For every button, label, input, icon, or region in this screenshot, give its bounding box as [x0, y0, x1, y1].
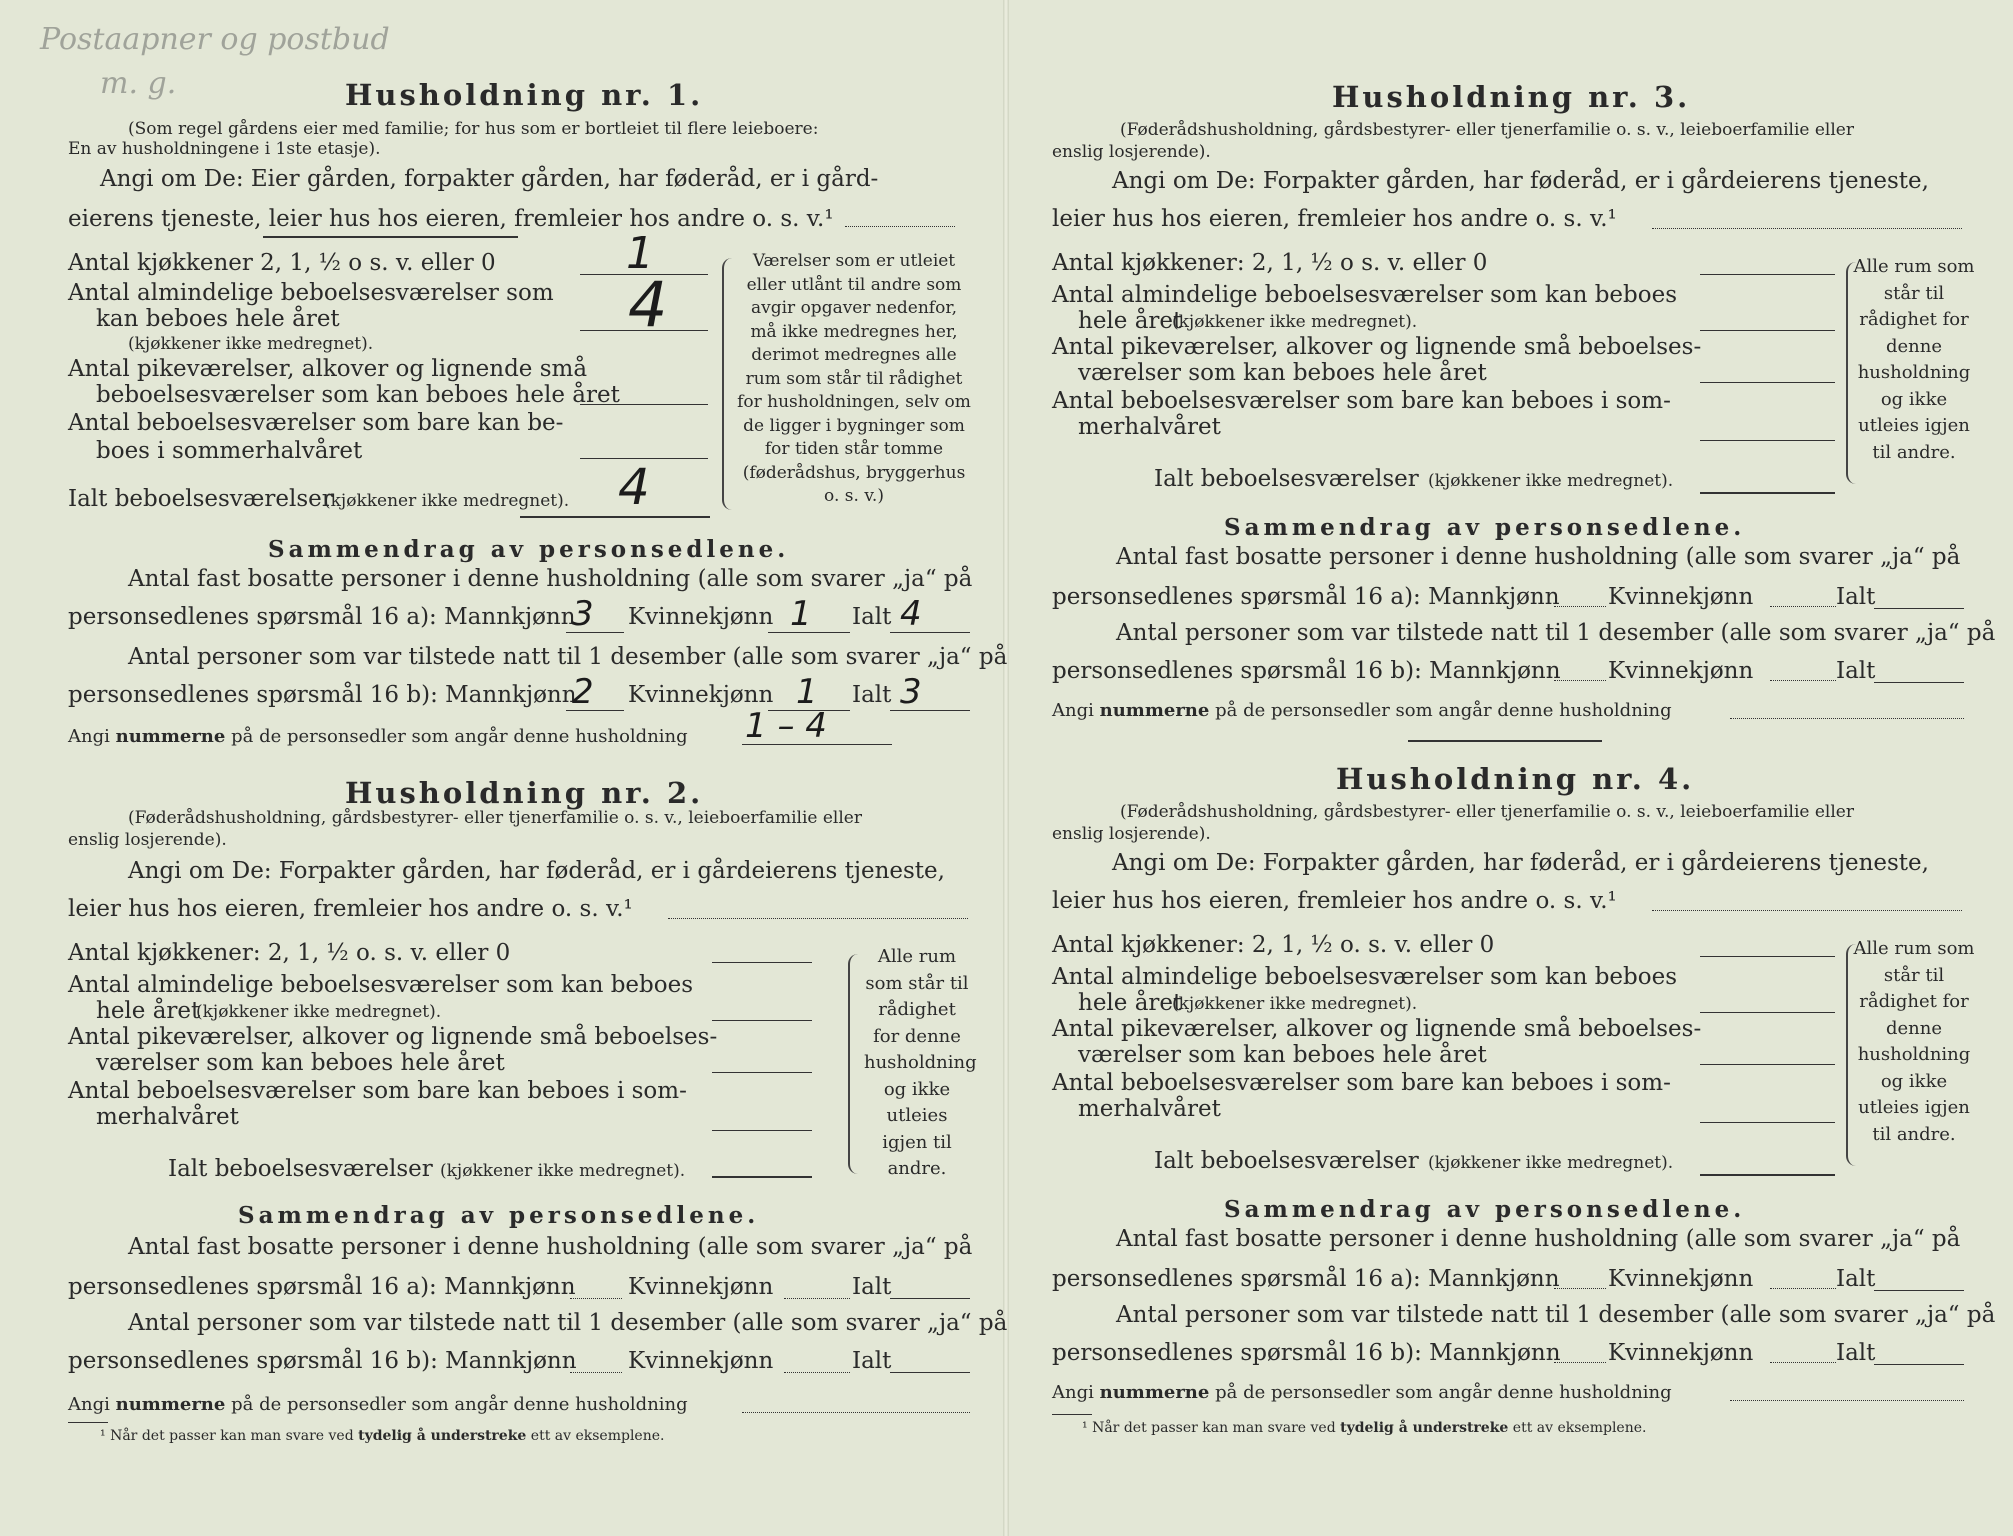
h3-title: Husholdning nr. 3. [1332, 80, 1691, 114]
h1-present-male-value: 2 [572, 672, 594, 712]
h4-side-note: Alle rum som står til rådighet for denne husholdning og ikke utleies igjen til andre. [1853, 938, 1975, 1145]
h3-numbers-post: på de personsedler som angår denne husholdning [1215, 700, 1672, 721]
right-page [1010, 0, 2013, 1536]
h2-present-total-line [890, 1372, 970, 1373]
h1-resident-total-label: Ialt [852, 604, 892, 630]
h2-note-line2: enslig losjerende). [68, 830, 227, 850]
footnote-right-pre: Når det passer kan man svare ved [1092, 1420, 1336, 1436]
h1-numbers-label [68, 726, 688, 747]
h3-kitchens-label: Antal kjøkkener: 2, 1, ½ o s. v. eller 0 [1052, 250, 1488, 276]
h3-summary-title: Sammendrag av personsedlene. [1224, 514, 1746, 541]
footnote-left [100, 1428, 664, 1444]
h2-kitchens-label: Antal kjøkkener: 2, 1, ½ o. s. v. eller 0 [68, 940, 511, 966]
h1-numbers-bold: nummerne [115, 726, 226, 747]
h3-note-line2: enslig losjerende). [1052, 142, 1211, 162]
h3-note-line1: (Føderådshusholdning, gårdsbestyrer- eller tjenerfamilie o. s. v., leieboerfamilie eller [1120, 120, 1854, 140]
h1-title: Husholdning nr. 1. [345, 78, 704, 112]
h1-maid-rooms-label-1: Antal pikeværelser, alkover og lignende små [68, 356, 588, 382]
h2-present-male-line [570, 1372, 622, 1373]
h4-present-line1: Antal personer som var tilstede natt til 1 desember (alle som svarer „ja“ på [1116, 1302, 1996, 1328]
section-divider [1408, 740, 1602, 742]
footnote-left-mark: ¹ [100, 1428, 106, 1444]
h1-note-line2: En av husholdningene i 1ste etasje). [68, 139, 381, 159]
h1-resident-total-line [890, 632, 970, 633]
h1-present-total-value: 3 [900, 672, 922, 712]
h4-summer-rooms-label-1: Antal beboelsesværelser som bare kan beboes i som- [1052, 1070, 1671, 1096]
footnote-right-bold: tydelig å understreke [1340, 1420, 1509, 1436]
h2-resident-line2: personsedlenes spørsmål 16 a): Mannkjønn [68, 1274, 576, 1300]
h2-resident-female-line [784, 1298, 850, 1299]
h2-summer-rooms-line [712, 1130, 812, 1131]
h4-present-total-label: Ialt [1836, 1340, 1876, 1366]
h3-angi-dots [1652, 228, 1962, 229]
h2-resident-female-label: Kvinnekjønn [628, 1274, 774, 1300]
h3-resident-line1: Antal fast bosatte personer i denne husholdning (alle som svarer „ja“ på [1116, 544, 1961, 570]
h1-maid-rooms-label-2: beboelsesværelser som kan beboes hele året [96, 382, 620, 408]
h1-angi-line1: Angi om De: Eier gården, forpakter gården, har føderåd, er i gård- [100, 166, 879, 192]
h2-note-line1: (Føderådshusholdning, gårdsbestyrer- eller tjenerfamilie o. s. v., leieboerfamilie eller [128, 808, 862, 828]
h1-resident-line1: Antal fast bosatte personer i denne husholdning (alle som svarer „ja“ på [128, 566, 973, 592]
h3-present-female-line [1770, 680, 1836, 681]
h1-resident-line2: personsedlenes spørsmål 16 a): Mannkjønn [68, 604, 576, 630]
h3-resident-line2: personsedlenes spørsmål 16 a): Mannkjønn [1052, 584, 1560, 610]
h4-present-female-line [1770, 1362, 1836, 1363]
h1-summer-rooms-label-1: Antal beboelsesværelser som bare kan be- [68, 410, 564, 436]
h3-resident-total-line [1874, 608, 1964, 609]
h1-side-note: Værelser som er utleiet eller utlånt til andre som avgir opgaver nedenfor, må ikke medregnes her, derimot medregnes alle rum som står til rådighet for husholdningen, selv om de ligger i bygninger som for tiden står tomme (føderådshus, bryggerhus o. s. v.) [737, 251, 971, 506]
h1-rooms-line [580, 330, 708, 331]
h2-summer-rooms-label-1: Antal beboelsesværelser som bare kan beboes i som- [68, 1078, 687, 1104]
h4-present-female-label: Kvinnekjønn [1608, 1340, 1754, 1366]
h2-rooms-line [712, 1020, 812, 1021]
h1-angi-line2: eierens tjeneste, leier hus hos eieren, fremleier hos andre o. s. v.¹ [68, 206, 834, 232]
h3-kitchens-line [1700, 274, 1835, 275]
h4-numbers-line [1730, 1400, 1964, 1401]
h2-total-note: (kjøkkener ikke medregnet). [440, 1161, 686, 1181]
h3-present-total-line [1874, 682, 1964, 683]
h3-resident-female-line [1770, 606, 1836, 607]
h3-angi-line1: Angi om De: Forpakter gården, har føderåd, er i gårdeierens tjeneste, [1112, 168, 1929, 194]
h4-angi-line2: leier hus hos eieren, fremleier hos andre o. s. v.¹ [1052, 888, 1617, 914]
h1-total-value: 4 [618, 458, 650, 516]
footnote-right-mark: ¹ [1082, 1420, 1088, 1436]
h2-total-line [712, 1176, 812, 1178]
h1-resident-male-line [566, 632, 624, 633]
h2-kitchens-line [712, 962, 812, 963]
h3-rooms-label-1: Antal almindelige beboelsesværelser som kan beboes [1052, 282, 1678, 308]
h3-numbers-label [1052, 700, 1672, 721]
footnote-left-pre: Når det passer kan man svare ved [110, 1428, 354, 1444]
h2-side-note: Alle rum som står til rådighet for denne husholdning og ikke utleies igjen til andre. [864, 946, 977, 1179]
h4-total-note: (kjøkkener ikke medregnet). [1428, 1153, 1674, 1173]
h1-present-total-line [890, 710, 970, 711]
h4-resident-female-line [1770, 1288, 1836, 1289]
h3-rooms-label-3: (kjøkkener ikke medregnet). [1172, 312, 1418, 332]
h2-present-female-line [784, 1372, 850, 1373]
h1-numbers-line [742, 744, 892, 745]
h3-resident-total-label: Ialt [1836, 584, 1876, 610]
h2-numbers-post: på de personsedler som angår denne husholdning [231, 1394, 688, 1415]
h4-numbers-label [1052, 1382, 1672, 1403]
h1-present-male-line [566, 710, 624, 711]
h1-kitchens-value: 1 [626, 228, 654, 279]
h1-present-total-label: Ialt [852, 682, 892, 708]
h3-total-label: Ialt beboelsesværelser [1154, 466, 1419, 492]
footnote-rule-left [68, 1422, 108, 1423]
h2-title: Husholdning nr. 2. [345, 776, 704, 810]
h2-summer-rooms-label-2: merhalvåret [96, 1104, 239, 1130]
h3-present-total-label: Ialt [1836, 658, 1876, 684]
h1-rooms-label-3: (kjøkkener ikke medregnet). [128, 334, 374, 354]
h2-side-brace [848, 954, 860, 1174]
h4-present-total-line [1874, 1364, 1964, 1365]
h3-maid-rooms-line [1700, 382, 1835, 383]
footnote-left-bold: tydelig å understreke [358, 1428, 527, 1444]
h3-angi-line2: leier hus hos eieren, fremleier hos andre o. s. v.¹ [1052, 206, 1617, 232]
h1-resident-female-label: Kvinnekjønn [628, 604, 774, 630]
h1-resident-male-value: 3 [572, 594, 594, 634]
h1-summary-title: Sammendrag av personsedlene. [268, 536, 790, 563]
h4-maid-rooms-label-1: Antal pikeværelser, alkover og lignende små beboelses- [1052, 1016, 1702, 1042]
h2-numbers-bold: nummerne [115, 1394, 226, 1415]
h3-present-male-line [1554, 680, 1606, 681]
h3-rooms-line [1700, 330, 1835, 331]
h4-resident-line2: personsedlenes spørsmål 16 a): Mannkjønn [1052, 1266, 1560, 1292]
h1-rooms-label-2: kan beboes hele året [96, 306, 340, 332]
h4-resident-male-line [1554, 1288, 1606, 1289]
h4-kitchens-label: Antal kjøkkener: 2, 1, ½ o. s. v. eller 0 [1052, 932, 1495, 958]
h1-numbers-post: på de personsedler som angår denne husholdning [231, 726, 688, 747]
h1-maid-rooms-line [580, 404, 708, 405]
h2-rooms-label-1: Antal almindelige beboelsesværelser som kan beboes [68, 972, 694, 998]
h3-total-note: (kjøkkener ikke medregnet). [1428, 471, 1674, 491]
h3-maid-rooms-label-2: værelser som kan beboes hele året [1078, 360, 1487, 386]
h3-numbers-bold: nummerne [1099, 700, 1210, 721]
h1-angi-dots [845, 226, 955, 227]
h3-numbers-pre: Angi [1052, 700, 1094, 721]
h2-numbers-line [742, 1412, 970, 1413]
h2-total-label: Ialt beboelsesværelser [168, 1156, 433, 1182]
h4-maid-rooms-label-2: værelser som kan beboes hele året [1078, 1042, 1487, 1068]
h2-maid-rooms-label-1: Antal pikeværelser, alkover og lignende små beboelses- [68, 1024, 718, 1050]
h2-resident-total-label: Ialt [852, 1274, 892, 1300]
footnote-left-post: ett av eksemplene. [530, 1428, 665, 1444]
h3-summer-rooms-label-2: merhalvåret [1078, 414, 1221, 440]
h3-present-line1: Antal personer som var tilstede natt til 1 desember (alle som svarer „ja“ på [1116, 620, 1996, 646]
h2-maid-rooms-line [712, 1072, 812, 1073]
h1-underline-answer [263, 236, 518, 238]
h2-resident-male-line [570, 1298, 622, 1299]
h1-total-line [520, 516, 710, 518]
h1-kitchens-label: Antal kjøkkener 2, 1, ½ o s. v. eller 0 [68, 250, 496, 276]
h4-summer-rooms-line [1700, 1122, 1835, 1123]
h2-present-female-label: Kvinnekjønn [628, 1348, 774, 1374]
h4-resident-total-line [1874, 1290, 1964, 1291]
h4-rooms-label-2: hele året [1078, 990, 1183, 1016]
h4-summary-title: Sammendrag av personsedlene. [1224, 1196, 1746, 1223]
h4-present-line2: personsedlenes spørsmål 16 b): Mannkjønn [1052, 1340, 1561, 1366]
h1-rooms-value: 4 [628, 268, 668, 341]
h2-numbers-label [68, 1394, 688, 1415]
h2-angi-line2: leier hus hos eieren, fremleier hos andre o. s. v.¹ [68, 896, 633, 922]
h2-rooms-label-2: hele året [96, 998, 201, 1024]
pencil-annotation-2: m. g. [100, 66, 177, 101]
h1-rooms-label-1: Antal almindelige beboelsesværelser som [68, 280, 554, 306]
h2-angi-line1: Angi om De: Forpakter gården, har føderåd, er i gårdeierens tjeneste, [128, 858, 945, 884]
h2-resident-total-line [890, 1298, 970, 1299]
h1-resident-total-value: 4 [900, 594, 922, 634]
h4-note-line1: (Føderådshusholdning, gårdsbestyrer- eller tjenerfamilie o. s. v., leieboerfamilie eller [1120, 802, 1854, 822]
h4-angi-dots [1652, 910, 1962, 911]
h4-rooms-label-1: Antal almindelige beboelsesværelser som kan beboes [1052, 964, 1678, 990]
h3-rooms-label-2: hele året [1078, 308, 1183, 334]
h4-title: Husholdning nr. 4. [1336, 762, 1695, 796]
h3-present-female-label: Kvinnekjønn [1608, 658, 1754, 684]
h4-numbers-pre: Angi [1052, 1382, 1094, 1403]
h4-total-line [1700, 1174, 1835, 1176]
h3-summer-rooms-line [1700, 440, 1835, 441]
h1-note-line1: (Som regel gårdens eier med familie; for hus som er bortleiet til flere leieboere: [128, 119, 819, 139]
h3-total-line [1700, 492, 1835, 494]
h2-rooms-label-3: (kjøkkener ikke medregnet). [196, 1002, 442, 1022]
h4-rooms-line [1700, 1012, 1835, 1013]
h2-resident-line1: Antal fast bosatte personer i denne husholdning (alle som svarer „ja“ på [128, 1234, 973, 1260]
h4-kitchens-line [1700, 956, 1835, 957]
pencil-annotation-1: Postaapner og postbud [40, 22, 390, 57]
h2-present-total-label: Ialt [852, 1348, 892, 1374]
h1-side-brace [722, 258, 734, 510]
h1-numbers-pre: Angi [68, 726, 110, 747]
h3-present-line2: personsedlenes spørsmål 16 b): Mannkjønn [1052, 658, 1561, 684]
footnote-right [1082, 1420, 1646, 1436]
h2-angi-dots [668, 918, 968, 919]
footnote-rule-right [1052, 1414, 1092, 1415]
h4-resident-line1: Antal fast bosatte personer i denne husholdning (alle som svarer „ja“ på [1116, 1226, 1961, 1252]
h2-numbers-pre: Angi [68, 1394, 110, 1415]
h4-maid-rooms-line [1700, 1064, 1835, 1065]
h4-summer-rooms-label-2: merhalvåret [1078, 1096, 1221, 1122]
h4-resident-female-label: Kvinnekjønn [1608, 1266, 1754, 1292]
h1-present-line1: Antal personer som var tilstede natt til 1 desember (alle som svarer „ja“ på [128, 644, 1008, 670]
h4-present-male-line [1554, 1362, 1606, 1363]
h4-resident-total-label: Ialt [1836, 1266, 1876, 1292]
h1-total-label: Ialt beboelsesværelser [68, 486, 333, 512]
h4-numbers-bold: nummerne [1099, 1382, 1210, 1403]
h1-resident-female-line [768, 632, 850, 633]
h1-present-female-label: Kvinnekjønn [628, 682, 774, 708]
h2-present-line1: Antal personer som var tilstede natt til 1 desember (alle som svarer „ja“ på [128, 1310, 1008, 1336]
h1-present-female-value: 1 [796, 672, 818, 712]
h3-numbers-line [1730, 718, 1964, 719]
h3-resident-female-label: Kvinnekjønn [1608, 584, 1754, 610]
h2-present-line2: personsedlenes spørsmål 16 b): Mannkjønn [68, 1348, 577, 1374]
h1-total-note: (kjøkkener ikke medregnet). [324, 491, 570, 511]
h4-rooms-label-3: (kjøkkener ikke medregnet). [1172, 994, 1418, 1014]
h3-resident-male-line [1554, 606, 1606, 607]
h4-numbers-post: på de personsedler som angår denne husholdning [1215, 1382, 1672, 1403]
h2-maid-rooms-label-2: værelser som kan beboes hele året [96, 1050, 505, 1076]
footnote-right-post: ett av eksemplene. [1512, 1420, 1647, 1436]
h4-total-label: Ialt beboelsesværelser [1154, 1148, 1419, 1174]
h1-summer-rooms-label-2: boes i sommerhalvåret [96, 438, 363, 464]
h1-present-line2: personsedlenes spørsmål 16 b): Mannkjønn [68, 682, 577, 708]
h1-numbers-value: 1 – 4 [745, 706, 827, 746]
h3-side-note: Alle rum som står til rådighet for denne husholdning og ikke utleies igjen til andre. [1853, 256, 1975, 463]
h3-maid-rooms-label-1: Antal pikeværelser, alkover og lignende små beboelses- [1052, 334, 1702, 360]
h2-summary-title: Sammendrag av personsedlene. [238, 1202, 760, 1229]
h1-resident-female-value: 1 [790, 594, 812, 634]
h3-summer-rooms-label-1: Antal beboelsesværelser som bare kan beboes i som- [1052, 388, 1671, 414]
h4-note-line2: enslig losjerende). [1052, 824, 1211, 844]
h4-angi-line1: Angi om De: Forpakter gården, har føderåd, er i gårdeierens tjeneste, [1112, 850, 1929, 876]
